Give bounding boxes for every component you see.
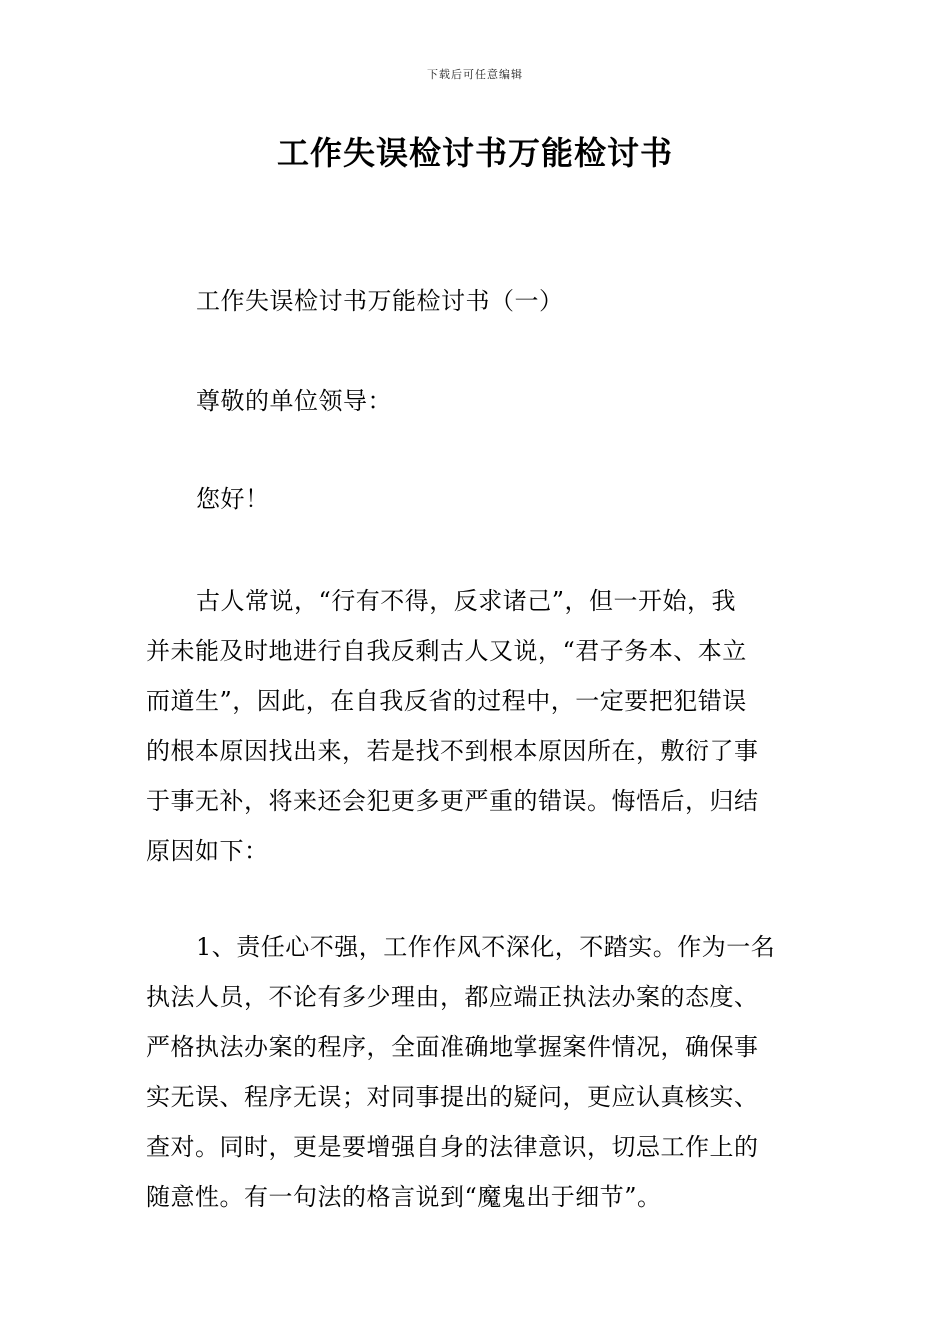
greeting-text: 您好！ xyxy=(196,485,270,513)
paragraph-line: 于事无补，将来还会犯更多更严重的错误。悔悟后，归结 xyxy=(146,787,759,815)
paragraph-line: 随意性。有一句法的格言说到“魔鬼出于细节”。 xyxy=(146,1183,662,1211)
paragraph-line: 实无误、程序无误；对同事提出的疑问，更应认真核实、 xyxy=(146,1083,759,1111)
paragraph-line: 1、责任心不强，工作作风不深化，不踏实。作为一名 xyxy=(196,933,776,961)
paragraph-1 xyxy=(146,576,806,876)
subtitle-text: 工作失误检讨书万能检讨书（一） xyxy=(196,287,564,315)
paragraph-line: 古人常说，“行有不得，反求诸己”，但一开始，我 xyxy=(196,587,737,615)
salutation xyxy=(146,376,806,426)
paragraph-line: 原因如下： xyxy=(146,837,269,865)
header-note: 下载后可任意编辑 xyxy=(427,68,523,81)
salutation-text: 尊敬的单位领导： xyxy=(196,387,392,415)
paragraph-2 xyxy=(146,922,806,1222)
greeting xyxy=(146,474,806,524)
document-subtitle xyxy=(146,276,806,326)
paragraph-line: 而道生”，因此，在自我反省的过程中，一定要把犯错误 xyxy=(146,687,747,715)
paragraph-line: 查对。同时，更是要增强自身的法律意识，切忌工作上的 xyxy=(146,1133,759,1161)
paragraph-line: 执法人员，不论有多少理由，都应端正执法办案的态度、 xyxy=(146,983,759,1011)
page-title: 工作失误检讨书万能检讨书 xyxy=(276,134,673,172)
paragraph-line: 的根本原因找出来，若是找不到根本原因所在，敷衍了事 xyxy=(146,737,759,765)
paragraph-line: 严格执法办案的程序，全面准确地掌握案件情况，确保事 xyxy=(146,1033,759,1061)
paragraph-line: 并未能及时地进行自我反剩古人又说，“君子务本、本立 xyxy=(146,637,747,665)
